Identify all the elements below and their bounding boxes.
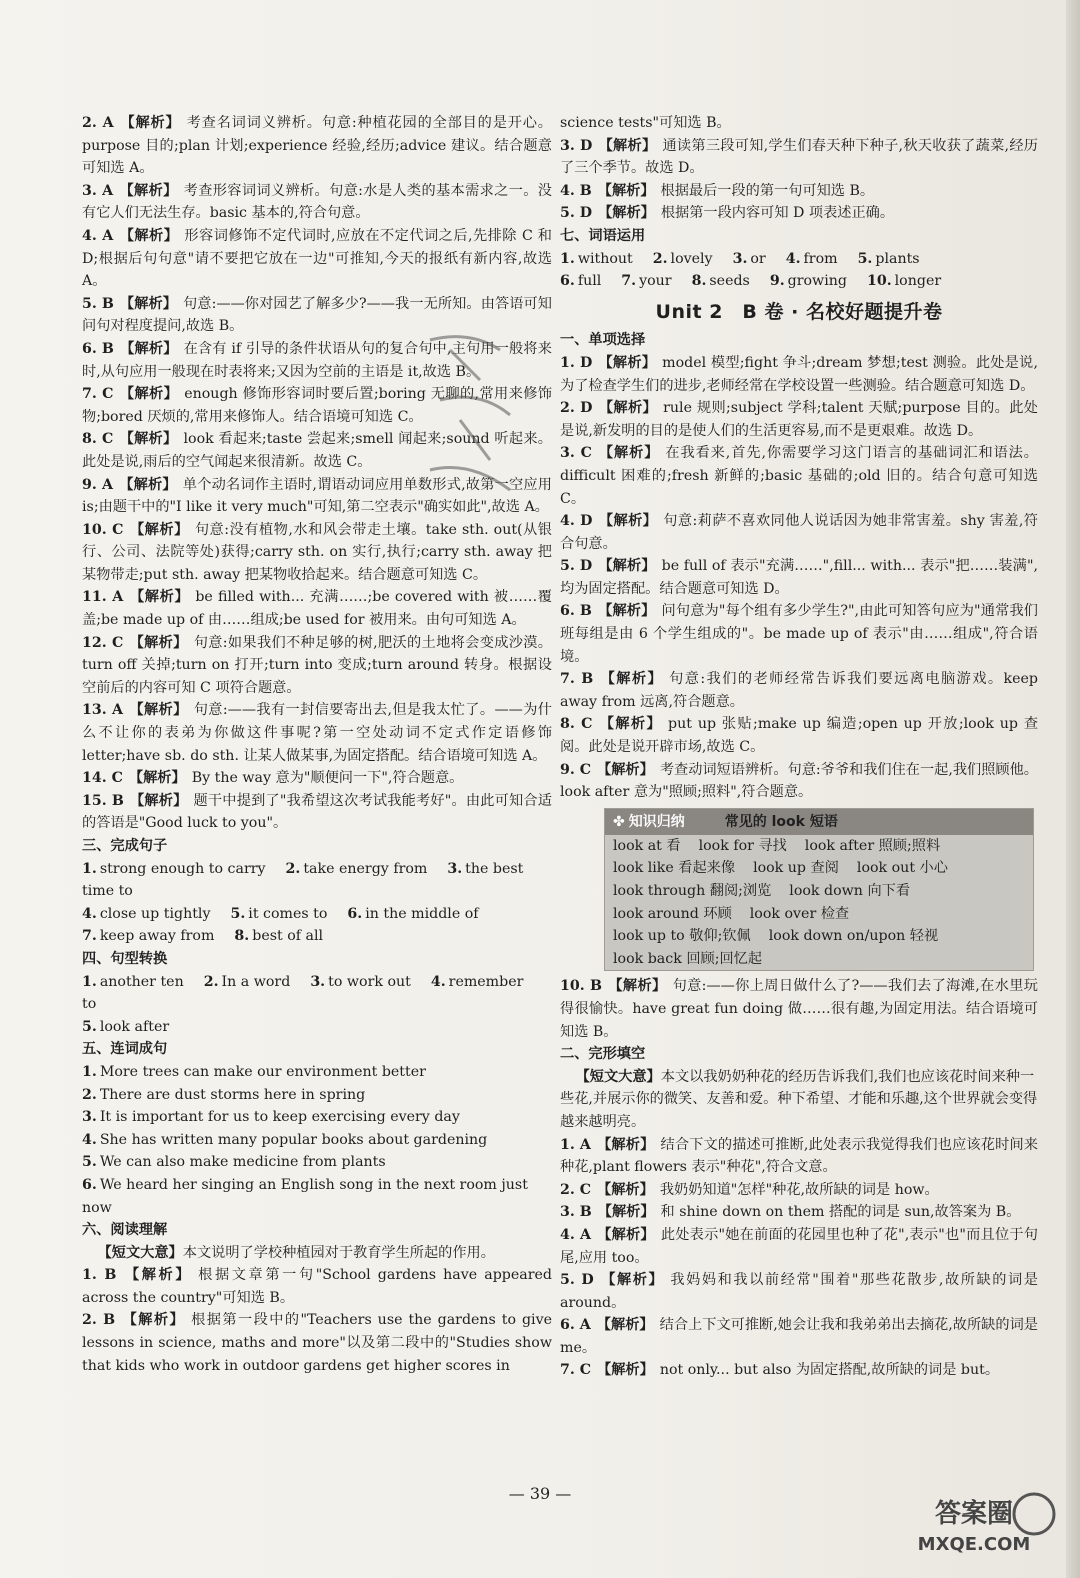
question-number: 3. D — [560, 137, 593, 154]
answer-item — [692, 273, 760, 289]
answer-item — [82, 1132, 497, 1148]
phrase: look at 看 — [613, 837, 681, 854]
analysis-text: 句意:如果我们不种足够的树,肥沃的土地将会变成沙漠。turn off 关掉;turn on 打开;turn into 变成;turn around 转身。根据设空前后的内容可知 C 项符合题意。 — [82, 634, 552, 696]
answer-item — [653, 251, 723, 267]
analysis-tag: 【解析】 — [128, 770, 186, 787]
analysis-text: 句意:莉萨不喜欢同他人说话因为她非常害羞。shy 害羞,符合句意。 — [560, 513, 1038, 552]
answer-row — [82, 858, 552, 903]
answer-text: We can also make medicine from plants — [99, 1154, 386, 1171]
section-title: 七、词语运用 — [560, 227, 646, 244]
answer-entry — [82, 767, 552, 790]
analysis-tag: 【解析】 — [607, 978, 667, 995]
analysis-tag: 【解析】 — [597, 445, 660, 462]
knowledge-row — [605, 880, 1033, 903]
answer-item — [733, 251, 776, 267]
summary-text: 本文以我奶奶种花的经历告诉我们,我们也应该花时间来种一些花,并展示你的微笑、友善和爱。种下希望、才能和乐趣,这个世界就会变得越来越明亮。 — [560, 1068, 1038, 1130]
answer-number: 8. — [234, 928, 250, 945]
analysis-tag: 【解析】 — [119, 227, 179, 244]
answer-text: it comes to — [248, 905, 328, 922]
analysis-text: 在我看来,首先,你需要学习这门语言的基础词汇和语法。difficult 困难的;fresh 新鲜的;basic 基础的;old 旧的。结合句意可知选 C。 — [560, 445, 1038, 507]
analysis-tag: 【解析】 — [122, 1267, 193, 1284]
analysis-text: 题干中提到了"我希望这次考试我能考好"。由此可知合适的答语是"Good luck to you"。 — [82, 792, 552, 832]
answer-number: 2. — [82, 1086, 97, 1103]
answer-entry — [82, 790, 552, 835]
phrase: look around 环顾 — [613, 905, 732, 922]
knowledge-tag: 知识归纳 — [628, 813, 685, 830]
question-number: 2. D — [560, 400, 593, 417]
answer-item — [770, 273, 857, 289]
answer-entry — [82, 1264, 552, 1309]
knowledge-row — [605, 835, 1033, 858]
answer-item — [82, 1064, 436, 1080]
question-number: 7. B — [560, 671, 594, 688]
answer-number: 10. — [866, 273, 892, 290]
answer-text: longer — [894, 273, 942, 290]
summary-text: 本文说明了学校种植园对于教育学生所起的作用。 — [182, 1244, 495, 1261]
question-number: 3. A — [82, 182, 114, 199]
answer-text: We heard her singing an English song in the next room just now — [82, 1176, 528, 1216]
analysis-tag: 【解析】 — [119, 115, 181, 131]
analysis-text: look 看起来;taste 尝起来;smell 闻起来;sound 听起来。此处是说,雨后的空气闻起来很清新。故选 C。 — [82, 431, 552, 470]
analysis-text: 我妈妈和我以前经常"围着"那些花散步,故所缺的词是 around。 — [560, 1272, 1038, 1311]
answer-entry — [560, 352, 1038, 397]
question-number: 4. B — [560, 182, 592, 199]
phrase: look over 检查 — [749, 905, 850, 922]
answer-entry — [560, 1314, 1038, 1359]
answer-entry — [560, 510, 1038, 555]
analysis-text: science tests"可知选 B。 — [560, 115, 731, 131]
analysis-tag: 【解析】 — [598, 513, 658, 530]
analysis-text: 单个动名词作主语时,谓语动词应用单数形式,故第一空应用 is;由题干中的"I like it very much"可知,第二空表示"确实如此",故选 A。 — [82, 476, 552, 516]
answer-text: plants — [875, 250, 920, 267]
analysis-tag: 【解析】 — [119, 386, 179, 403]
knowledge-row — [605, 925, 1033, 948]
answer-entry — [82, 699, 552, 767]
analysis-text: 在含有 if 引导的条件状语从句的复合句中,主句用一般将来时,从句应用一般现在时表将来;又因为空前的主语是 it,故选 B。 — [82, 340, 552, 380]
answer-row — [82, 1129, 552, 1152]
question-number: 11. A — [82, 589, 124, 606]
answer-number: 1. — [82, 1063, 97, 1080]
analysis-text: 我奶奶知道"怎样"种花,故所缺的词是 how。 — [659, 1181, 939, 1198]
answer-text: strong enough to carry — [99, 860, 266, 877]
answer-text: your — [639, 273, 672, 290]
question-number: 9. A — [82, 476, 113, 493]
answer-entry — [560, 1359, 1038, 1382]
analysis-text: 根据第一段中的"Teachers use the gardens to give lessons in science, maths and more"以及第二段中的"Studies show that kids who work in outdoor gardens get higher scores in — [82, 1312, 552, 1374]
answer-item — [82, 1109, 470, 1125]
question-number: 1. D — [560, 354, 593, 371]
question-number: 10. C — [82, 521, 124, 538]
answer-number: 7. — [82, 928, 97, 945]
analysis-tag: 【解析】 — [598, 354, 657, 371]
phrase: look down on/upon 轻视 — [768, 928, 939, 945]
answer-entry — [560, 555, 1038, 600]
answer-item — [347, 906, 488, 922]
answer-text: She has written many popular books about gardening — [99, 1131, 488, 1148]
answer-number: 4. — [430, 973, 446, 990]
analysis-text: 结合下文的描述可推断,此处表示我觉得我们也应该花时间来种花,plant flowers 表示"种花",符合文意。 — [560, 1136, 1038, 1176]
question-number: 1. A — [560, 1136, 591, 1153]
unit-title: Unit 2 B 卷 · 名校好题提升卷 — [655, 300, 943, 323]
answer-item — [560, 273, 611, 289]
question-number: 5. D — [560, 205, 593, 222]
question-number: 5. B — [82, 295, 114, 312]
answer-entry — [82, 180, 552, 225]
answer-text: take energy from — [303, 860, 428, 877]
analysis-tag: 【解析】 — [118, 476, 177, 493]
question-number: 8. C — [560, 716, 593, 733]
answer-item — [234, 928, 333, 944]
section-title: 三、完成句子 — [82, 838, 168, 854]
question-number: 9. C — [560, 761, 592, 778]
knowledge-row — [605, 857, 1033, 880]
answer-entry — [82, 225, 552, 293]
right-column — [560, 112, 1038, 1382]
answer-entry — [560, 1269, 1038, 1314]
answer-number: 2. — [203, 973, 219, 990]
answer-row — [82, 1084, 552, 1107]
answer-row — [82, 903, 552, 926]
analysis-text: be full of 表示"充满……",fill... with... 表示"把……装满",均为固定搭配。结合题意可知选 D。 — [560, 558, 1038, 597]
analysis-tag: 【解析】 — [129, 589, 190, 606]
answer-row — [560, 270, 1038, 293]
analysis-tag: 【解析】 — [129, 702, 188, 719]
answer-text: keep away from — [99, 928, 215, 945]
phrase: look through 翻阅;浏览 — [613, 883, 772, 899]
answer-item — [82, 1177, 528, 1216]
answer-text: to work out — [328, 973, 411, 990]
answer-number: 4. — [82, 1131, 97, 1148]
analysis-tag: 【解析】 — [597, 1362, 654, 1379]
passage-summary — [560, 1066, 1038, 1134]
answer-item — [82, 974, 194, 990]
analysis-tag: 【解析】 — [119, 431, 178, 448]
book-icon: ✤ — [613, 813, 625, 830]
answer-row — [82, 1061, 552, 1084]
answer-entry — [82, 586, 552, 631]
summary-tag: 【短文大意】 — [97, 1244, 183, 1261]
answer-entry — [560, 600, 1038, 668]
question-number: 2. C — [560, 1181, 592, 1198]
analysis-tag: 【解析】 — [598, 716, 663, 733]
knowledge-row — [605, 903, 1033, 926]
left-column — [82, 112, 552, 1377]
phrase: look down 向下看 — [789, 883, 911, 899]
answer-entry — [560, 112, 1038, 135]
knowledge-row — [605, 948, 1033, 971]
analysis-tag: 【解析】 — [597, 761, 654, 778]
passage-summary — [82, 1242, 552, 1265]
question-number: 3. C — [560, 445, 592, 462]
analysis-tag: 【解析】 — [598, 137, 657, 154]
answer-number: 4. — [82, 905, 97, 922]
analysis-tag: 【解析】 — [119, 340, 178, 357]
phrase: look for 寻找 — [698, 837, 787, 854]
analysis-text: not only... but also 为固定搭配,故所缺的词是 but。 — [659, 1362, 1000, 1379]
question-number: 6. B — [560, 603, 592, 620]
phrase: look up to 敬仰;钦佩 — [613, 928, 751, 945]
handwritten-scribble — [410, 320, 530, 520]
phrase: look up 查阅 — [753, 860, 839, 877]
answer-number: 5. — [230, 905, 246, 922]
question-number: 8. C — [82, 431, 114, 448]
answer-item — [82, 906, 220, 922]
answer-number: 3. — [310, 973, 326, 990]
answer-number: 1. — [82, 973, 97, 990]
analysis-text: 根据第一段内容可知 D 项表述正确。 — [660, 205, 895, 222]
answer-text: look after — [99, 1018, 170, 1035]
answer-entry — [82, 632, 552, 700]
analysis-text: 句意:我们的老师经常告诉我们要远离电脑游戏。keep away from 远离,符合题意。 — [560, 671, 1038, 710]
answer-number: 3. — [732, 250, 748, 267]
analysis-text: 根据最后一段的第一句可知选 B。 — [660, 182, 875, 199]
question-number: 13. A — [82, 702, 124, 719]
section-title: 二、完形填空 — [560, 1046, 646, 1063]
analysis-tag: 【解析】 — [129, 792, 188, 809]
answer-item — [286, 861, 438, 877]
analysis-text: 句意:——你上周日做什么了?——我们去了海滩,在水里玩得很愉快。have great fun doing 做……很有趣,为固定用法。结合语境可知选 B。 — [560, 978, 1038, 1040]
analysis-text: enough 修饰形容词时要后置;boring 无聊的,常用来修饰物;bored 厌烦的,常用来修饰人。结合语境可知选 C。 — [82, 386, 552, 425]
answer-row — [82, 971, 552, 1016]
analysis-text: put up 张贴;make up 编造;open up 开放;look up 查阅。此处是说开辟市场,故选 C。 — [560, 716, 1039, 756]
analysis-tag: 【解析】 — [598, 400, 658, 417]
answer-item — [310, 974, 421, 990]
phrase: look back 回顾;回忆起 — [613, 950, 763, 967]
question-number: 7. C — [82, 386, 114, 403]
analysis-text: model 模型;fight 争斗;dream 梦想;test 测验。此处是说,为了检查学生们的进步,老师经常在学校设置一些测验。结合题意可知选 D。 — [560, 354, 1038, 394]
analysis-tag: 【解析】 — [121, 1312, 186, 1329]
answer-text: close up tightly — [99, 905, 211, 922]
answer-item — [82, 1154, 396, 1170]
analysis-text: 此处表示"她在前面的花园里也种了花",表示"也"而且位于句尾,应用 too。 — [560, 1226, 1038, 1266]
answer-item — [82, 1019, 179, 1035]
analysis-text: 考查动词短语辨析。句意:爷爷和我们住在一起,我们照顾他。look after 意为"照顾;照料",符合题意。 — [560, 761, 1038, 801]
answer-item — [867, 273, 951, 289]
answer-number: 7. — [621, 273, 637, 290]
knowledge-box — [604, 808, 1034, 972]
answer-number: 8. — [691, 273, 707, 290]
phrase: look like 看起来像 — [613, 860, 736, 877]
summary-tag: 【短文大意】 — [575, 1068, 661, 1085]
answer-item — [786, 251, 848, 267]
analysis-text: 和 shine down on them 搭配的词是 sun,故答案为 B。 — [660, 1204, 1021, 1221]
analysis-text: rule 规则;subject 学科;talent 天赋;purpose 目的。此处是说,新发明的目的是使人们的生活更容易,而不是更艰难。故选 D。 — [560, 400, 1038, 439]
analysis-tag: 【解析】 — [597, 1181, 654, 1198]
analysis-text: By the way 意为"顺便问一下",符合题意。 — [191, 770, 464, 787]
answer-item — [82, 861, 276, 877]
answer-text: seeds — [709, 273, 750, 290]
question-number: 12. C — [82, 634, 124, 651]
analysis-tag: 【解析】 — [599, 671, 664, 688]
question-number: 6. B — [82, 340, 114, 357]
answer-row — [560, 248, 1038, 271]
analysis-tag: 【解析】 — [597, 182, 655, 199]
answer-number: 6. — [82, 1176, 97, 1193]
answer-entry — [560, 442, 1038, 510]
analysis-tag: 【解析】 — [598, 205, 655, 222]
answer-number: 1. — [560, 250, 575, 267]
answer-text: There are dust storms here in spring — [99, 1086, 366, 1103]
answer-entry — [560, 180, 1038, 203]
phrase: look after 照顾;照料 — [804, 837, 941, 854]
watermark-logo — [884, 1488, 1064, 1560]
analysis-text: be filled with... 充满……;be covered with 被……覆盖;be made up of 由……组成;be used for 被用来。由句可知选 A。 — [82, 589, 552, 629]
answer-text: In a word — [221, 973, 291, 990]
answer-number: 5. — [82, 1154, 97, 1171]
analysis-tag: 【解析】 — [129, 521, 189, 538]
answer-text: from — [803, 250, 838, 267]
page-number: — 39 — — [508, 1484, 572, 1503]
question-number: 3. B — [560, 1204, 592, 1221]
question-number: 5. D — [560, 558, 593, 575]
analysis-text: 通读第三段可知,学生们春天种下种子,秋天收获了蔬菜,经历了三个季节。故选 D。 — [560, 137, 1038, 177]
analysis-tag: 【解析】 — [596, 1317, 654, 1334]
question-number: 4. A — [560, 1226, 591, 1243]
section-title: 六、阅读理解 — [82, 1222, 168, 1239]
answer-text: lovely — [670, 250, 713, 267]
svg-text:MXQE.COM: MXQE.COM — [917, 1534, 1031, 1555]
answer-row — [82, 1016, 552, 1039]
answer-text: in the middle of — [365, 905, 479, 922]
answer-row — [82, 925, 552, 948]
question-number: 6. A — [560, 1317, 591, 1334]
answer-number: 1. — [82, 860, 97, 877]
answer-number: 3. — [82, 1109, 97, 1126]
phrase: look out 小心 — [856, 860, 948, 877]
answer-entry — [560, 668, 1038, 713]
analysis-text: 形容词修饰不定代词时,应放在不定代词之后,先排除 C 和 D;根据后句句意"请不要把它放在一边"可推知,今天的报纸有新内容,故选 A。 — [82, 227, 552, 290]
question-number: 2. B — [82, 1312, 116, 1329]
answer-entry — [560, 202, 1038, 225]
answer-text: remember to — [82, 973, 524, 1013]
answer-entry — [560, 135, 1038, 180]
knowledge-title: 常见的 look 短语 — [724, 813, 838, 830]
answer-entry — [560, 1224, 1038, 1269]
analysis-tag: 【解析】 — [599, 1272, 665, 1289]
analysis-tag: 【解析】 — [597, 1204, 655, 1221]
analysis-text: 结合上下文可推断,她会让我和我弟弟出去摘花,故所缺的词是 me。 — [560, 1317, 1038, 1356]
analysis-tag: 【解析】 — [129, 634, 188, 651]
question-number: 10. B — [560, 978, 602, 995]
answer-text: full — [577, 273, 602, 290]
answer-entry — [560, 759, 1038, 804]
question-number: 2. A — [82, 115, 114, 131]
analysis-tag: 【解析】 — [597, 603, 656, 620]
answer-item — [82, 1087, 375, 1103]
answer-item — [230, 906, 337, 922]
answer-entry — [560, 713, 1038, 758]
knowledge-header — [605, 809, 1033, 835]
answer-row — [82, 1106, 552, 1129]
analysis-text: 句意:没有植物,水和风会带走土壤。take sth. out(从银行、公司、法院等处)获得;carry sth. on 实行,执行;carry sth. away 把某物带走;put sth. away 把某物收拾起来。结合题意可知选 C。 — [82, 521, 552, 583]
answer-number: 5. — [857, 250, 873, 267]
analysis-tag: 【解析】 — [119, 295, 178, 312]
answer-number: 4. — [785, 250, 801, 267]
answer-number: 2. — [652, 250, 668, 267]
answer-text: best of all — [252, 928, 324, 945]
section-title: 一、单项选择 — [560, 332, 646, 349]
answer-text: It is important for us to keep exercising every day — [99, 1109, 460, 1126]
answer-entry — [560, 1179, 1038, 1202]
answer-text: or — [750, 250, 766, 267]
analysis-tag: 【解析】 — [119, 182, 178, 199]
analysis-text: 句意:——你对园艺了解多少?——我一无所知。由答语可知问句对程度提问,故选 B。 — [82, 295, 552, 335]
question-number: 4. A — [82, 227, 114, 244]
answer-text: without — [577, 250, 633, 267]
answer-text: More trees can make our environment better — [99, 1063, 426, 1080]
section-title: 五、连词成句 — [82, 1041, 168, 1058]
answer-number: 3. — [447, 860, 463, 877]
analysis-tag: 【解析】 — [596, 1136, 655, 1153]
page-edge — [1066, 0, 1080, 1578]
answer-entry — [82, 1309, 552, 1377]
answer-item — [82, 928, 224, 944]
question-number: 1. B — [82, 1267, 117, 1284]
analysis-text: 考查形容词词义辨析。句意:水是人类的基本需求之一。没有它人们无法生存。basic 基本的,符合句意。 — [82, 182, 552, 222]
question-number: 7. C — [560, 1362, 592, 1379]
answer-row — [82, 1174, 552, 1219]
answer-text: growing — [787, 273, 847, 290]
answer-text: the best time to — [82, 860, 524, 900]
answer-entry — [560, 397, 1038, 442]
question-number: 15. B — [82, 792, 124, 809]
answer-number: 2. — [285, 860, 301, 877]
answer-item — [858, 251, 930, 267]
answer-item — [204, 974, 301, 990]
answer-number: 9. — [769, 273, 785, 290]
analysis-text: 问句意为"每个组有多少学生?",由此可知答句应为"通常我们班每组是由 6 个学生组成的"。be made up of 表示"由……组成",符合语境。 — [560, 603, 1038, 665]
answer-number: 6. — [347, 905, 363, 922]
answer-entry — [82, 519, 552, 587]
svg-text:答案圈: 答案圈 — [934, 1499, 1014, 1529]
answer-text: another ten — [99, 973, 184, 990]
analysis-text: 根据文章第一句"School gardens have appeared across the country"可知选 B。 — [82, 1267, 552, 1306]
answer-entry — [560, 975, 1038, 1043]
analysis-text: 考查名词词义辨析。句意:种植花园的全部目的是开心。purpose 目的;plan 计划;experience 经验,经历;advice 建议。结合题意可知选 A。 — [82, 115, 552, 177]
analysis-tag: 【解析】 — [598, 558, 656, 575]
question-number: 14. C — [82, 770, 123, 787]
answer-entry — [560, 1134, 1038, 1179]
answer-item — [560, 251, 643, 267]
answer-item — [621, 273, 681, 289]
answer-number: 6. — [560, 273, 575, 290]
answer-row — [82, 1151, 552, 1174]
question-number: 5. D — [560, 1272, 594, 1289]
analysis-text: 句意:——我有一封信要寄出去,但是我太忙了。——为什么不让你的表弟为你做这件事呢?第一空处动词不定式作定语修饰 letter;have sb. do sth. 让某人做某事,为固定搭配。结合语境可知选 A。 — [82, 702, 552, 764]
answer-entry — [82, 112, 552, 180]
analysis-tag: 【解析】 — [596, 1226, 655, 1243]
answer-number: 5. — [82, 1018, 97, 1035]
section-title: 四、句型转换 — [82, 950, 168, 967]
answer-entry — [560, 1201, 1038, 1224]
question-number: 4. D — [560, 513, 593, 530]
